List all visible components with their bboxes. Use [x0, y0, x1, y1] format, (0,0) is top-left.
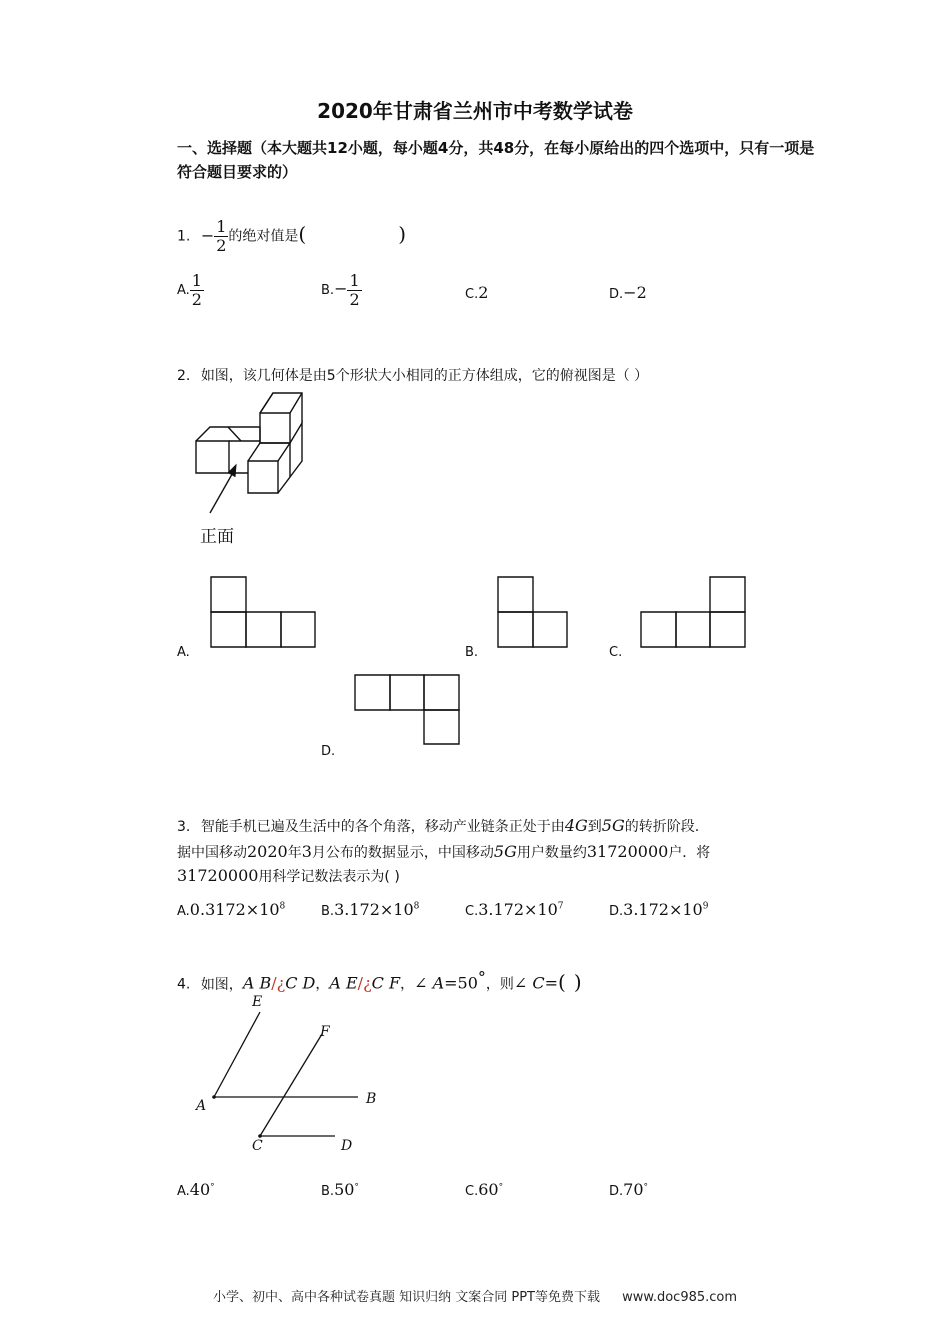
page-title: 2020年甘肃省兰州市中考数学试卷	[317, 99, 633, 123]
q3-text-3b: 用科学记数法表示为( )	[258, 869, 400, 885]
q2-option-d-grid	[352, 672, 462, 747]
q4-angle-a: ∠ A	[414, 973, 445, 993]
option-label: C.	[465, 1184, 479, 1199]
mantissa: 3.172	[334, 900, 380, 919]
q3-option-d[interactable]	[609, 900, 708, 919]
degree: °	[498, 1182, 504, 1193]
q1-option-b[interactable]	[321, 272, 362, 309]
q4-cd: C D	[285, 973, 316, 993]
question-2	[177, 365, 648, 385]
q2-option-d[interactable]: D.	[321, 744, 336, 759]
q3-option-a[interactable]	[177, 900, 285, 919]
q4-comma-2: ，	[400, 976, 415, 993]
option-value: 60	[478, 1180, 499, 1199]
question-1-number: 1.	[177, 228, 191, 245]
question-4-number: 4.	[177, 976, 191, 993]
q1-option-a[interactable]	[177, 272, 204, 309]
mantissa: 3.172	[478, 900, 525, 919]
q3-option-b[interactable]	[321, 900, 419, 919]
q4-eq: =	[544, 973, 559, 993]
option-label: A.	[177, 283, 190, 298]
option-label: B.	[321, 283, 335, 298]
option-label: B.	[321, 1184, 335, 1199]
q2-option-c-grid	[638, 574, 748, 649]
exponent: 8	[279, 901, 286, 912]
question-2-number: 2.	[177, 368, 191, 384]
q3-5g-2: 5G	[493, 842, 517, 861]
q3-option-c[interactable]	[465, 900, 564, 919]
q2-option-a[interactable]: A.	[177, 645, 190, 660]
q1-answer-blank: ( )	[298, 221, 407, 246]
q1-frac-num: 1	[216, 217, 227, 236]
q1-sign: −	[200, 225, 215, 245]
q3-text-2e: 月公布的数据显示，中国移动	[311, 845, 494, 861]
q1-option-c[interactable]	[465, 283, 488, 302]
q4-ab: A B	[242, 973, 272, 993]
option-label: D.	[609, 287, 624, 302]
question-1	[177, 218, 406, 255]
q1-option-a-fraction	[190, 272, 204, 309]
q1-option-b-fraction	[347, 272, 361, 309]
q3-text-2i: 户．将	[668, 845, 711, 861]
point-f-label: F	[320, 1024, 330, 1040]
q3-month: 3	[301, 842, 312, 861]
q3-number-value: 31720000	[586, 842, 669, 861]
q3-text-2g: 用户数量约	[516, 845, 587, 861]
q3-year: 2020	[247, 842, 288, 861]
option-label: C.	[465, 287, 479, 302]
q4-option-a[interactable]	[177, 1180, 215, 1199]
q3-4g: 4G	[564, 816, 588, 835]
q4-degree: °	[477, 968, 486, 987]
frac-num: 1	[349, 271, 360, 290]
front-view-label: 正面	[200, 527, 234, 547]
question-3-line-1	[177, 816, 699, 836]
q1-option-d[interactable]	[609, 283, 647, 302]
footer-url[interactable]: www.doc985.com	[622, 1290, 738, 1305]
exponent: 9	[702, 901, 709, 912]
option-label: A.	[177, 1184, 190, 1199]
question-3-number: 3.	[177, 819, 191, 835]
q1-fraction	[214, 218, 228, 255]
q4-option-b[interactable]	[321, 1180, 359, 1199]
option-label: D.	[609, 1184, 624, 1199]
option-value: 2	[478, 283, 489, 302]
q4-angle-c: ∠ C	[513, 973, 545, 993]
option-value: 70	[623, 1180, 644, 1199]
q4-cf: C F	[371, 973, 401, 993]
q3-text-1c: 到	[587, 819, 602, 835]
mantissa: 3.172	[623, 900, 669, 919]
point-b-label: B	[366, 1091, 377, 1107]
q4-option-d[interactable]	[609, 1180, 648, 1199]
question-3-line-2	[177, 842, 710, 862]
q1-text: 的绝对值是	[228, 228, 299, 245]
q2-option-b[interactable]: B.	[465, 645, 479, 660]
q3-text-1a: 智能手机已遍及生活中的各个角落，移动产业链条正处于由	[200, 819, 565, 835]
exponent: 8	[413, 901, 420, 912]
point-d-label: D	[341, 1138, 353, 1154]
option-value: 50	[334, 1180, 355, 1199]
option-value: $3.172\times 10^9$	[623, 900, 709, 919]
line-cf	[260, 1034, 322, 1136]
option-value: 40	[189, 1180, 211, 1199]
q3-text-1e: 的转折阶段.	[624, 819, 700, 835]
option-label: A.	[177, 904, 190, 919]
frac-num: 1	[191, 271, 202, 290]
line-ae	[214, 1012, 260, 1097]
q2-option-a-grid	[208, 574, 318, 649]
q1-frac-den: 2	[216, 236, 227, 255]
point-e-label: E	[252, 994, 263, 1010]
mantissa: 0.3172	[189, 900, 246, 919]
q4-parallel-mark-1: /¿	[271, 973, 286, 993]
q4-eq50: =50	[444, 973, 478, 993]
degree: °	[210, 1182, 215, 1193]
frac-den: 2	[349, 290, 360, 309]
question-2-text: 如图，该几何体是由5个形状大小相同的正方体组成，它的俯视图是（ ）	[200, 368, 649, 384]
option-value: $0.3172\times 10^8$	[189, 900, 286, 919]
q2-option-b-grid	[495, 574, 570, 649]
question-3-line-3	[177, 866, 400, 886]
option-value: $3.172\times 10^7$	[478, 900, 564, 919]
degree: °	[643, 1182, 649, 1193]
q3-text-2a: 据中国移动	[177, 845, 247, 861]
q4-text-a: 如图，	[200, 976, 243, 993]
cube-figure	[190, 385, 330, 535]
q3-text-2c: 年	[287, 845, 302, 861]
q2-option-c[interactable]: C.	[609, 645, 623, 660]
option-label: C.	[465, 904, 479, 919]
q4-parallel-mark-2: /¿	[357, 973, 372, 993]
option-label: B.	[321, 904, 335, 919]
q4-answer-blank: ( )	[558, 969, 582, 994]
point-a-label: A	[196, 1098, 207, 1114]
q4-comma: ，	[315, 976, 330, 993]
q3-number-value-2: 31720000	[177, 866, 259, 885]
q4-then: ，则	[485, 976, 514, 993]
q4-ae: A E	[329, 973, 358, 993]
option-label: D.	[609, 904, 624, 919]
exponent: 7	[557, 901, 564, 912]
footer	[0, 1286, 950, 1305]
q4-option-c[interactable]	[465, 1180, 503, 1199]
option-value: $3.172\times 10^8$	[334, 900, 420, 919]
point-c-label: C	[252, 1138, 263, 1154]
frac-den: 2	[191, 290, 202, 309]
q4-parallel-lines-figure	[190, 990, 390, 1155]
option-sign: −	[334, 279, 348, 298]
q3-5g: 5G	[601, 816, 625, 835]
footer-text: 小学、初中、高中各种试卷真题 知识归纳 文案合同 PPT等免费下载	[212, 1290, 600, 1305]
option-value: −2	[623, 283, 647, 302]
degree: °	[354, 1182, 359, 1193]
section-heading: 一、选择题（本大题共12小题，每小题4分，共48分，在每小原给出的四个选项中，只有一项是符合题目要求的）	[177, 139, 815, 181]
